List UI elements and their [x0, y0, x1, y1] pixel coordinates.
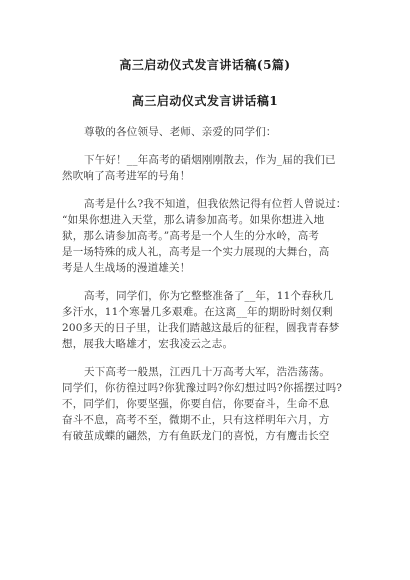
- text-line: 想，展我大略雄才，宏我凌云之志。: [62, 338, 234, 350]
- paragraph: [62, 364, 352, 444]
- text-line: 狱，那么请参加高考。”高考是一个人生的分水岭，高考: [62, 230, 320, 242]
- paragraph: [62, 152, 352, 184]
- text-line: 天下高考一般黑，江西几十万高考大军，浩浩荡荡。: [84, 366, 331, 378]
- text-line: 多汗水，11个寒暑几多艰难。在这离__年的期盼时刻仅剩: [62, 306, 333, 318]
- text-line: 是一场特殊的成人礼，高考是一个实力展现的大舞台，高: [62, 246, 330, 258]
- text-line: “如果你想进入天堂，那么请参加高考。如果你想进入地: [62, 214, 325, 226]
- text-line: 尊敬的各位领导、老师、亲爱的同学们：: [84, 126, 277, 138]
- section-title: 高三启动仪式发言讲话稿1: [131, 94, 279, 108]
- text-line: 然吹响了高考进军的号角！: [62, 170, 191, 182]
- text-line: 同学们，你彷徨过吗?你犹豫过吗?你幻想过吗?你摇摆过吗?: [62, 382, 343, 394]
- text-line: 奋斗不息，高考不至，微期不止，只有这样明年六月，方: [62, 414, 330, 426]
- paragraph: [62, 196, 352, 276]
- text-line: 高考，同学们，你为它整整准备了__年，11个春秋几: [84, 290, 334, 302]
- text-line: 考是人生战场的漫道雄关！: [62, 262, 191, 274]
- text-line: 高考是什么?我不知道，但我依然记得有位哲人曾说过：: [84, 198, 347, 210]
- text-line: 下午好！__年高考的硝烟刚刚散去，作为_届的我们已: [84, 154, 336, 166]
- paragraph: [62, 288, 352, 352]
- paragraph-salutation: [62, 124, 352, 140]
- text-line: 不，同学们，你要坚强，你要自信，你要奋斗，生命不息: [62, 398, 330, 410]
- text-line: 有破茧成蝶的翩然，方有鱼跃龙门的喜悦，方有鹰击长空: [62, 430, 330, 442]
- document-title: 高三启动仪式发言讲话稿(5篇): [119, 58, 291, 72]
- text-line: 200多天的日子里，让我们踏越这最后的征程，圆我青春梦: [62, 322, 340, 334]
- document-body: [62, 124, 352, 444]
